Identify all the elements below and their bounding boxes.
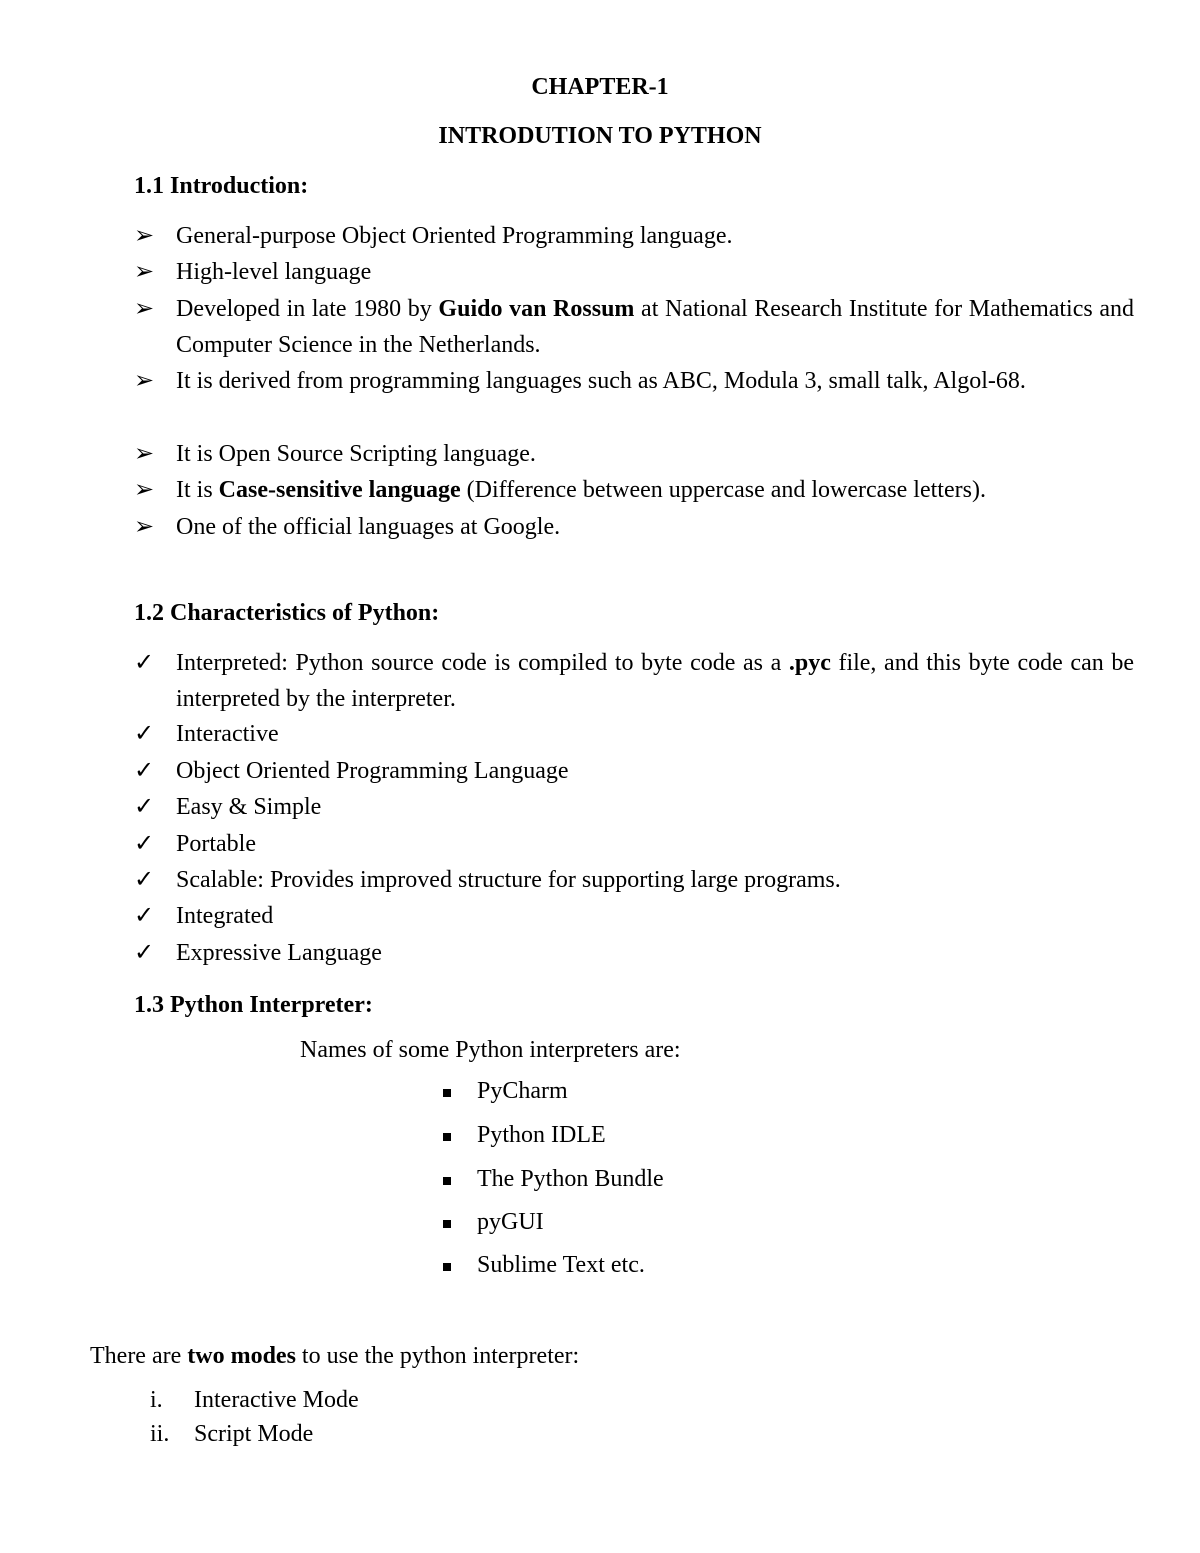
arrow-bullet-icon: ➢ xyxy=(134,368,155,394)
interpreter-intro: Names of some Python interpreters are: xyxy=(300,1037,681,1063)
list-item: i. Interactive Mode xyxy=(150,1387,359,1413)
arrow-bullet-icon: ➢ xyxy=(134,223,155,249)
square-bullet-icon xyxy=(443,1263,451,1271)
arrow-bullet-icon: ➢ xyxy=(134,259,155,285)
list-item: ✓ Expressive Language xyxy=(134,935,1134,971)
list-item: ➢ Developed in late 1980 by Guido van Rossum at National Research Institute for Mathematics and Computer Science in the Netherlands. xyxy=(134,291,1134,363)
arrow-bullet-icon: ➢ xyxy=(134,296,155,322)
list-item: ➢ It is Open Source Scripting language. xyxy=(134,436,1134,472)
list-item: pyGUI xyxy=(443,1209,544,1236)
list-item: ➢ It is Case-sensitive language (Difference between uppercase and lowercase letters). xyxy=(134,472,1134,508)
section-heading-interpreter: 1.3 Python Interpreter: xyxy=(134,992,373,1018)
arrow-bullet-icon: ➢ xyxy=(134,477,155,503)
check-bullet-icon: ✓ xyxy=(134,794,155,820)
list-item: ➢ One of the official languages at Google. xyxy=(134,509,1134,545)
square-bullet-icon xyxy=(443,1133,451,1141)
list-item: ✓ Portable xyxy=(134,826,1134,862)
list-item: ✓ Scalable: Provides improved structure for supporting large programs. xyxy=(134,862,1134,898)
arrow-bullet-icon: ➢ xyxy=(134,441,155,467)
arrow-bullet-icon: ➢ xyxy=(134,514,155,540)
list-item: ➢ It is derived from programming languages such as ABC, Modula 3, small talk, Algol-68. xyxy=(134,363,1134,399)
list-number: ii. xyxy=(150,1421,170,1447)
list-item: Python IDLE xyxy=(443,1122,606,1149)
list-item: The Python Bundle xyxy=(443,1166,664,1193)
check-bullet-icon: ✓ xyxy=(134,758,155,784)
check-bullet-icon: ✓ xyxy=(134,721,155,747)
list-item: ✓ Easy & Simple xyxy=(134,789,1134,825)
check-bullet-icon: ✓ xyxy=(134,940,155,966)
modes-intro: There are two modes to use the python interpreter: xyxy=(90,1343,580,1369)
list-item: ✓ Integrated xyxy=(134,898,1134,934)
list-item: ✓ Object Oriented Programming Language xyxy=(134,753,1134,789)
square-bullet-icon xyxy=(443,1220,451,1228)
list-item: ➢ General-purpose Object Oriented Programming language. xyxy=(134,218,1134,254)
section-heading-introduction: 1.1 Introduction: xyxy=(134,173,309,199)
square-bullet-icon xyxy=(443,1089,451,1097)
list-number: i. xyxy=(150,1387,163,1413)
list-item: ii. Script Mode xyxy=(150,1421,314,1447)
section-heading-characteristics: 1.2 Characteristics of Python: xyxy=(134,600,440,626)
list-item: Sublime Text etc. xyxy=(443,1252,645,1279)
check-bullet-icon: ✓ xyxy=(134,903,155,929)
list-item: ✓ Interactive xyxy=(134,716,1134,752)
page-title: INTRODUTION TO PYTHON xyxy=(438,123,762,149)
check-bullet-icon: ✓ xyxy=(134,650,155,676)
list-item: ✓ Interpreted: Python source code is compiled to byte code as a .pyc file, and this byte code can be interpreted by the interpreter. xyxy=(134,645,1134,717)
list-item: ➢ High-level language xyxy=(134,254,1134,290)
square-bullet-icon xyxy=(443,1177,451,1185)
check-bullet-icon: ✓ xyxy=(134,831,155,857)
chapter-label: CHAPTER-1 xyxy=(531,74,669,100)
list-item: PyCharm xyxy=(443,1078,568,1105)
check-bullet-icon: ✓ xyxy=(134,867,155,893)
